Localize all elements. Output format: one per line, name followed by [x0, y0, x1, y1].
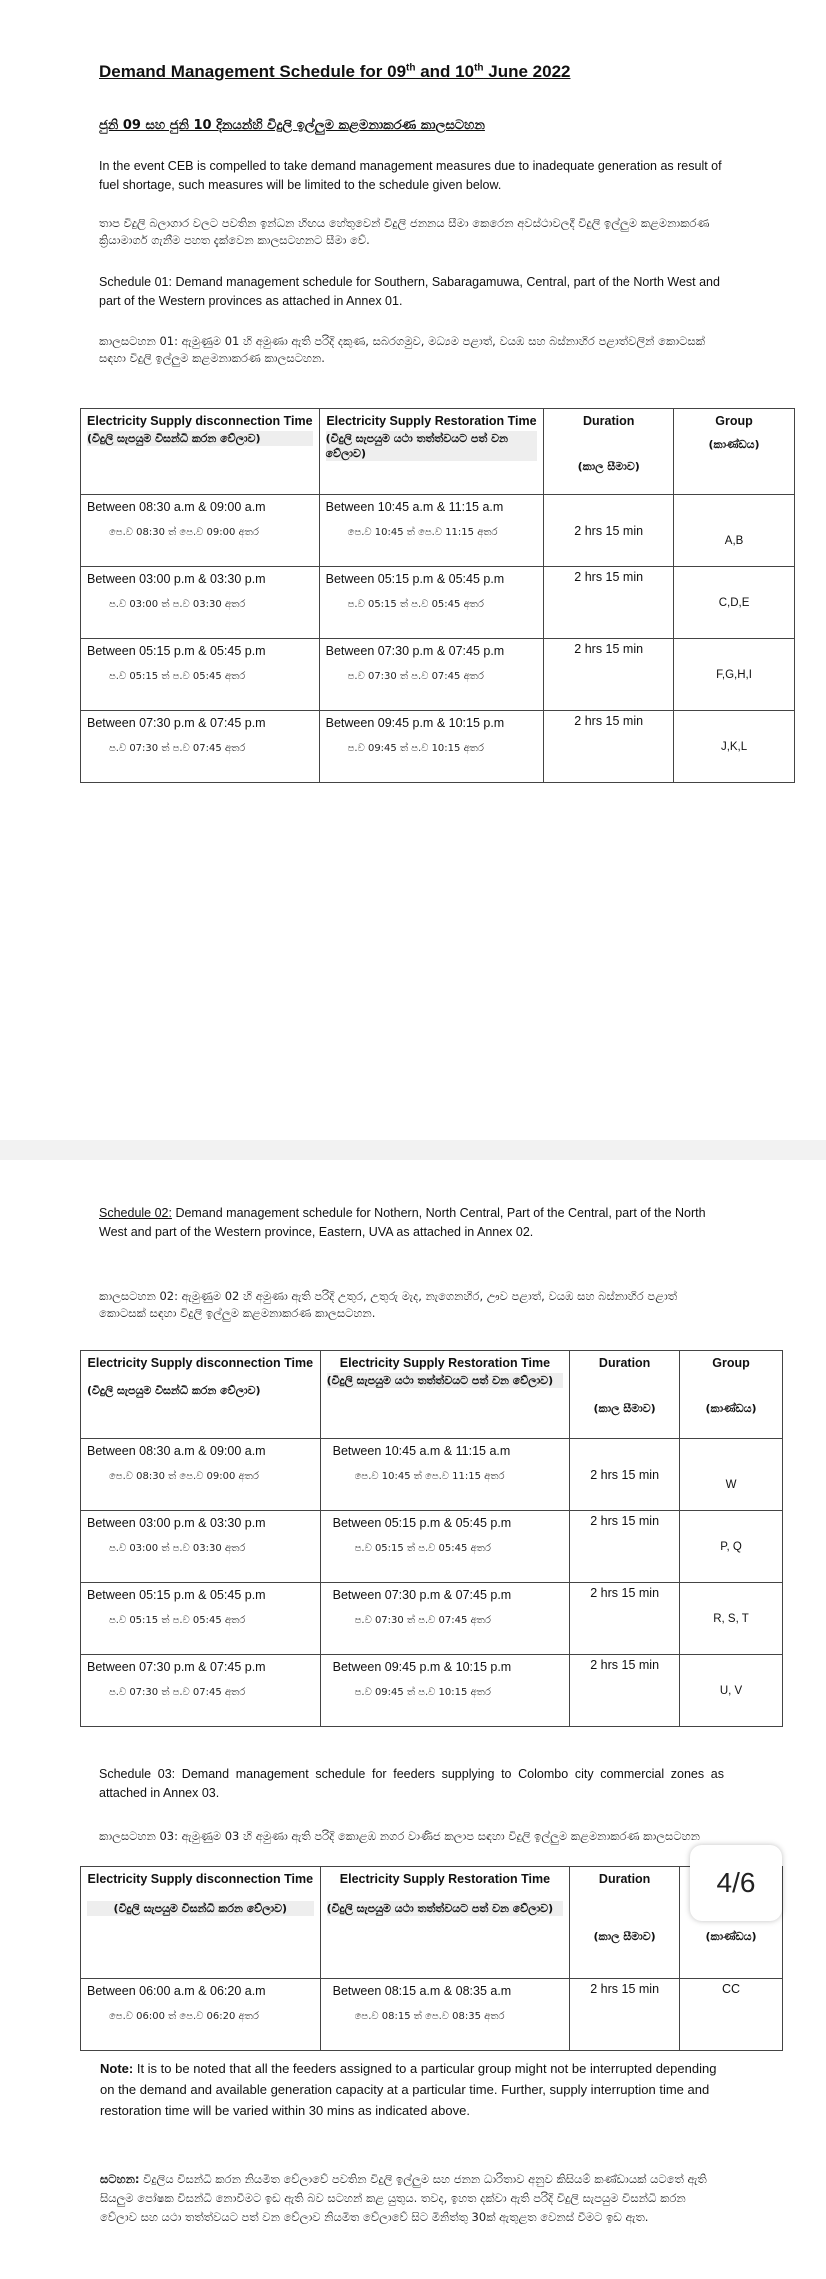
cell-group: F,G,H,I — [674, 639, 795, 711]
cell-restoration: Between 05:15 p.m & 05:45 p.m ප.ව 05:15 ත් ප.ව 05:45 අතර — [319, 567, 544, 639]
cell-disconnection: Between 03:00 p.m & 03:30 p.m ප.ව 03:00 ත් ප.ව 03:30 අතර — [81, 567, 320, 639]
cell-disconnection: Between 03:00 p.m & 03:30 p.m ප.ව 03:00 ත් ප.ව 03:30 අතර — [81, 1511, 321, 1583]
cell-disconnection: Between 07:30 p.m & 07:45 p.m ප.ව 07:30 ත් ප.ව 07:45 අතර — [81, 711, 320, 783]
schedule-2-table — [80, 1350, 783, 1727]
cell-duration: 2 hrs 15 min — [544, 639, 674, 711]
cell-duration: 2 hrs 15 min — [570, 1511, 680, 1583]
header-disconnection: Electricity Supply disconnection Time (විදුලි සැපයුම විසන්ධි කරන වේලාව) — [81, 409, 320, 495]
table-row — [81, 1583, 783, 1655]
schedule-3-description: Schedule 03: Demand management schedule for feeders supplying to Colombo city commercial zones as attached in Annex 03. — [99, 1767, 724, 1800]
page-title: Demand Management Schedule for 09th and 10th June 2022 — [99, 62, 571, 81]
cell-group: U, V — [680, 1655, 783, 1727]
header-disconnection: Electricity Supply disconnection Time (විදුලි සැපයුම විසන්ධි කරන වේලාව) — [81, 1351, 321, 1439]
cell-disconnection: Between 05:15 p.m & 05:45 p.m ප.ව 05:15 ත් ප.ව 05:45 අතර — [81, 1583, 321, 1655]
header-group: Group (කාණ්ඩය) — [680, 1351, 783, 1439]
intro-paragraph-sinhala: තාප විදුලි බලාගාර වලට පවතින ඉන්ධන හිඟය හේතුවෙන් විදුලි ජනනය සීමා කෙරෙන අවස්ථාවලදී විදුලි ඉල්ලුම කළමනාකරණ ක්‍රියාමාර්ග ගැනීම පහත දැක්වෙන කාලසටහනට සීමා වේ. — [99, 216, 710, 247]
header-restoration: Electricity Supply Restoration Time (විදුලි සැපයුම යථා තත්ත්වයට පත් වන වේලාව) — [320, 1867, 570, 1979]
schedule-3-table — [80, 1866, 783, 2051]
cell-duration: 2 hrs 15 min — [570, 1655, 680, 1727]
table-row — [81, 567, 795, 639]
page-title-sinhala: ජුනි 09 සහ ජුනි 10 දිනයන්හි විදුලි ඉල්ලුම කළමනාකරණ කාලසටහන — [99, 118, 485, 133]
table-row — [81, 711, 795, 783]
cell-duration: 2 hrs 15 min — [570, 1979, 680, 2051]
cell-group: C,D,E — [674, 567, 795, 639]
cell-disconnection: Between 08:30 a.m & 09:00 a.m පෙ.ව 08:30 ත් පෙ.ව 09:00 අතර — [81, 495, 320, 567]
header-disconnection: Electricity Supply disconnection Time (විදුලි සැපයුම විසන්ධි කරන වේලාව) — [81, 1867, 321, 1979]
header-restoration: Electricity Supply Restoration Time (විදුලි සැපයුම යථා තත්ත්වයට පත් වන වේලාව) — [319, 409, 544, 495]
cell-restoration: Between 10:45 a.m & 11:15 a.m පෙ.ව 10:45 ත් පෙ.ව 11:15 අතර — [320, 1439, 570, 1511]
cell-restoration: Between 09:45 p.m & 10:15 p.m ප.ව 09:45 ත් ප.ව 10:15 අතර — [320, 1655, 570, 1727]
table-row — [81, 1979, 783, 2051]
schedule-3-description-sinhala: කාලසටහන 03: ඇමුණුම 03 හි අමුණා ඇති පරිදි කොළඹ නගර වාණිජ කලාප සඳහා විදුලි ඉල්ලුම කළමනාකරණ කාලසටහන — [99, 1829, 700, 1843]
cell-group: P, Q — [680, 1511, 783, 1583]
cell-duration: 2 hrs 15 min — [544, 567, 674, 639]
table-row — [81, 1439, 783, 1511]
table-header-row — [81, 1867, 783, 1979]
schedule-1-table — [80, 408, 795, 783]
cell-restoration: Between 09:45 p.m & 10:15 p.m ප.ව 09:45 ත් ප.ව 10:15 අතර — [319, 711, 544, 783]
schedule-2-description-sinhala: කාලසටහන 02: ඇමුණුම 02 හි අමුණා ඇති පරිදි උතුර, උතුරු මැද, නැගෙනහිර, ඌව පළාත්, වයඹ සහ බස්නාහිර පළාත් කොටසක් සඳහා විදුලි ඉල්ලුම කළමනාකරණ කාලසටහන. — [99, 1289, 678, 1320]
cell-duration: 2 hrs 15 min — [544, 711, 674, 783]
header-group: Group (කාණ්ඩය) — [674, 409, 795, 495]
cell-group: CC — [680, 1979, 783, 2051]
cell-restoration: Between 05:15 p.m & 05:45 p.m ප.ව 05:15 ත් ප.ව 05:45 අතර — [320, 1511, 570, 1583]
table-header-row — [81, 409, 795, 495]
cell-disconnection: Between 08:30 a.m & 09:00 a.m පෙ.ව 08:30 ත් පෙ.ව 09:00 අතර — [81, 1439, 321, 1511]
cell-restoration: Between 10:45 a.m & 11:15 a.m පෙ.ව 10:45 ත් පෙ.ව 11:15 අතර — [319, 495, 544, 567]
cell-duration: 2 hrs 15 min — [544, 495, 674, 567]
header-duration: Duration (කාල සීමාව) — [570, 1351, 680, 1439]
cell-duration: 2 hrs 15 min — [570, 1439, 680, 1511]
cell-group: A,B — [674, 495, 795, 567]
table-header-row — [81, 1351, 783, 1439]
note-paragraph-sinhala: සටහන: විදුලිය විසන්ධි කරන නියමිත වේලාවේ පවතින විදුලි ඉල්ලුම සහ ජනන ධාරිතාව අනුව කිසියම් කණ්ඩායක් යටතේ ඇති සියලුම පෝෂක විසන්ධි නොවීමට ඉඩ ඇති බව සටහන් කළ යුතුය. තවද, ඉහත දක්වා ඇති පරිදි විදුලි සැපයුම විසන්ධි කරන වේලාව සහ යථා තත්ත්වයට පත් වන වේලාව නියමිත වේලාවේ සිට මිනිත්තු 30ක් ඇතුළත වෙනස් වීමට ඉඩ ඇත. — [100, 2172, 707, 2224]
table-row — [81, 1511, 783, 1583]
header-restoration: Electricity Supply Restoration Time (විදුලි සැපයුම යථා තත්ත්වයට පත් වන වේලාව) — [320, 1351, 570, 1439]
cell-restoration: Between 08:15 a.m & 08:35 a.m පෙ.ව 08:15 ත් පෙ.ව 08:35 අතර — [320, 1979, 570, 2051]
cell-restoration: Between 07:30 p.m & 07:45 p.m ප.ව 07:30 ත් ප.ව 07:45 අතර — [320, 1583, 570, 1655]
table-row — [81, 639, 795, 711]
cell-group: J,K,L — [674, 711, 795, 783]
cell-duration: 2 hrs 15 min — [570, 1583, 680, 1655]
header-duration: Duration (කාල සීමාව) — [570, 1867, 680, 1979]
schedule-1-description: Schedule 01: Demand management schedule for Southern, Sabaragamuwa, Central, part of the North West and part of the Western provinces as attached in Annex 01. — [99, 275, 720, 308]
header-group: (කාණ්ඩය) — [680, 1867, 783, 1979]
cell-disconnection: Between 06:00 a.m & 06:20 a.m පෙ.ව 06:00 ත් පෙ.ව 06:20 අතර — [81, 1979, 321, 2051]
cell-disconnection: Between 07:30 p.m & 07:45 p.m ප.ව 07:30 ත් ප.ව 07:45 අතර — [81, 1655, 321, 1727]
header-duration: Duration (කාල සීමාව) — [544, 409, 674, 495]
cell-group: W — [680, 1439, 783, 1511]
cell-group: R, S, T — [680, 1583, 783, 1655]
page-indicator: 4/6 — [690, 1845, 782, 1921]
table-row — [81, 1655, 783, 1727]
table-row — [81, 495, 795, 567]
cell-disconnection: Between 05:15 p.m & 05:45 p.m ප.ව 05:15 ත් ප.ව 05:45 අතර — [81, 639, 320, 711]
schedule-2-description: Schedule 02: Demand management schedule for Nothern, North Central, Part of the Central, part of the North West and part of the Western province, Eastern, UVA as attached in Annex 02. — [99, 1206, 706, 1239]
note-paragraph: Note: It is to be noted that all the feeders assigned to a particular group might not be interrupted depending on the demand and available generation capacity at a particular time. Further, supply interruption time and restoration time will be varied within 30 mins as indicated above. — [100, 2061, 717, 2118]
cell-restoration: Between 07:30 p.m & 07:45 p.m ප.ව 07:30 ත් ප.ව 07:45 අතර — [319, 639, 544, 711]
schedule-1-description-sinhala: කාලසටහන 01: ඇමුණුම 01 හි අමුණා ඇති පරිදි දකුණ, සබරගමුව, මධ්‍යම පළාත්, වයඹ සහ බස්නාහිර පළාත්වලින් කොටසක් සඳහා විදුලි ඉල්ලුම කළමනාකරණ කාලසටහන. — [99, 334, 705, 365]
intro-paragraph: In the event CEB is compelled to take demand management measures due to inadequate generation as result of fuel shortage, such measures will be limited to the schedule given below. — [99, 159, 722, 192]
